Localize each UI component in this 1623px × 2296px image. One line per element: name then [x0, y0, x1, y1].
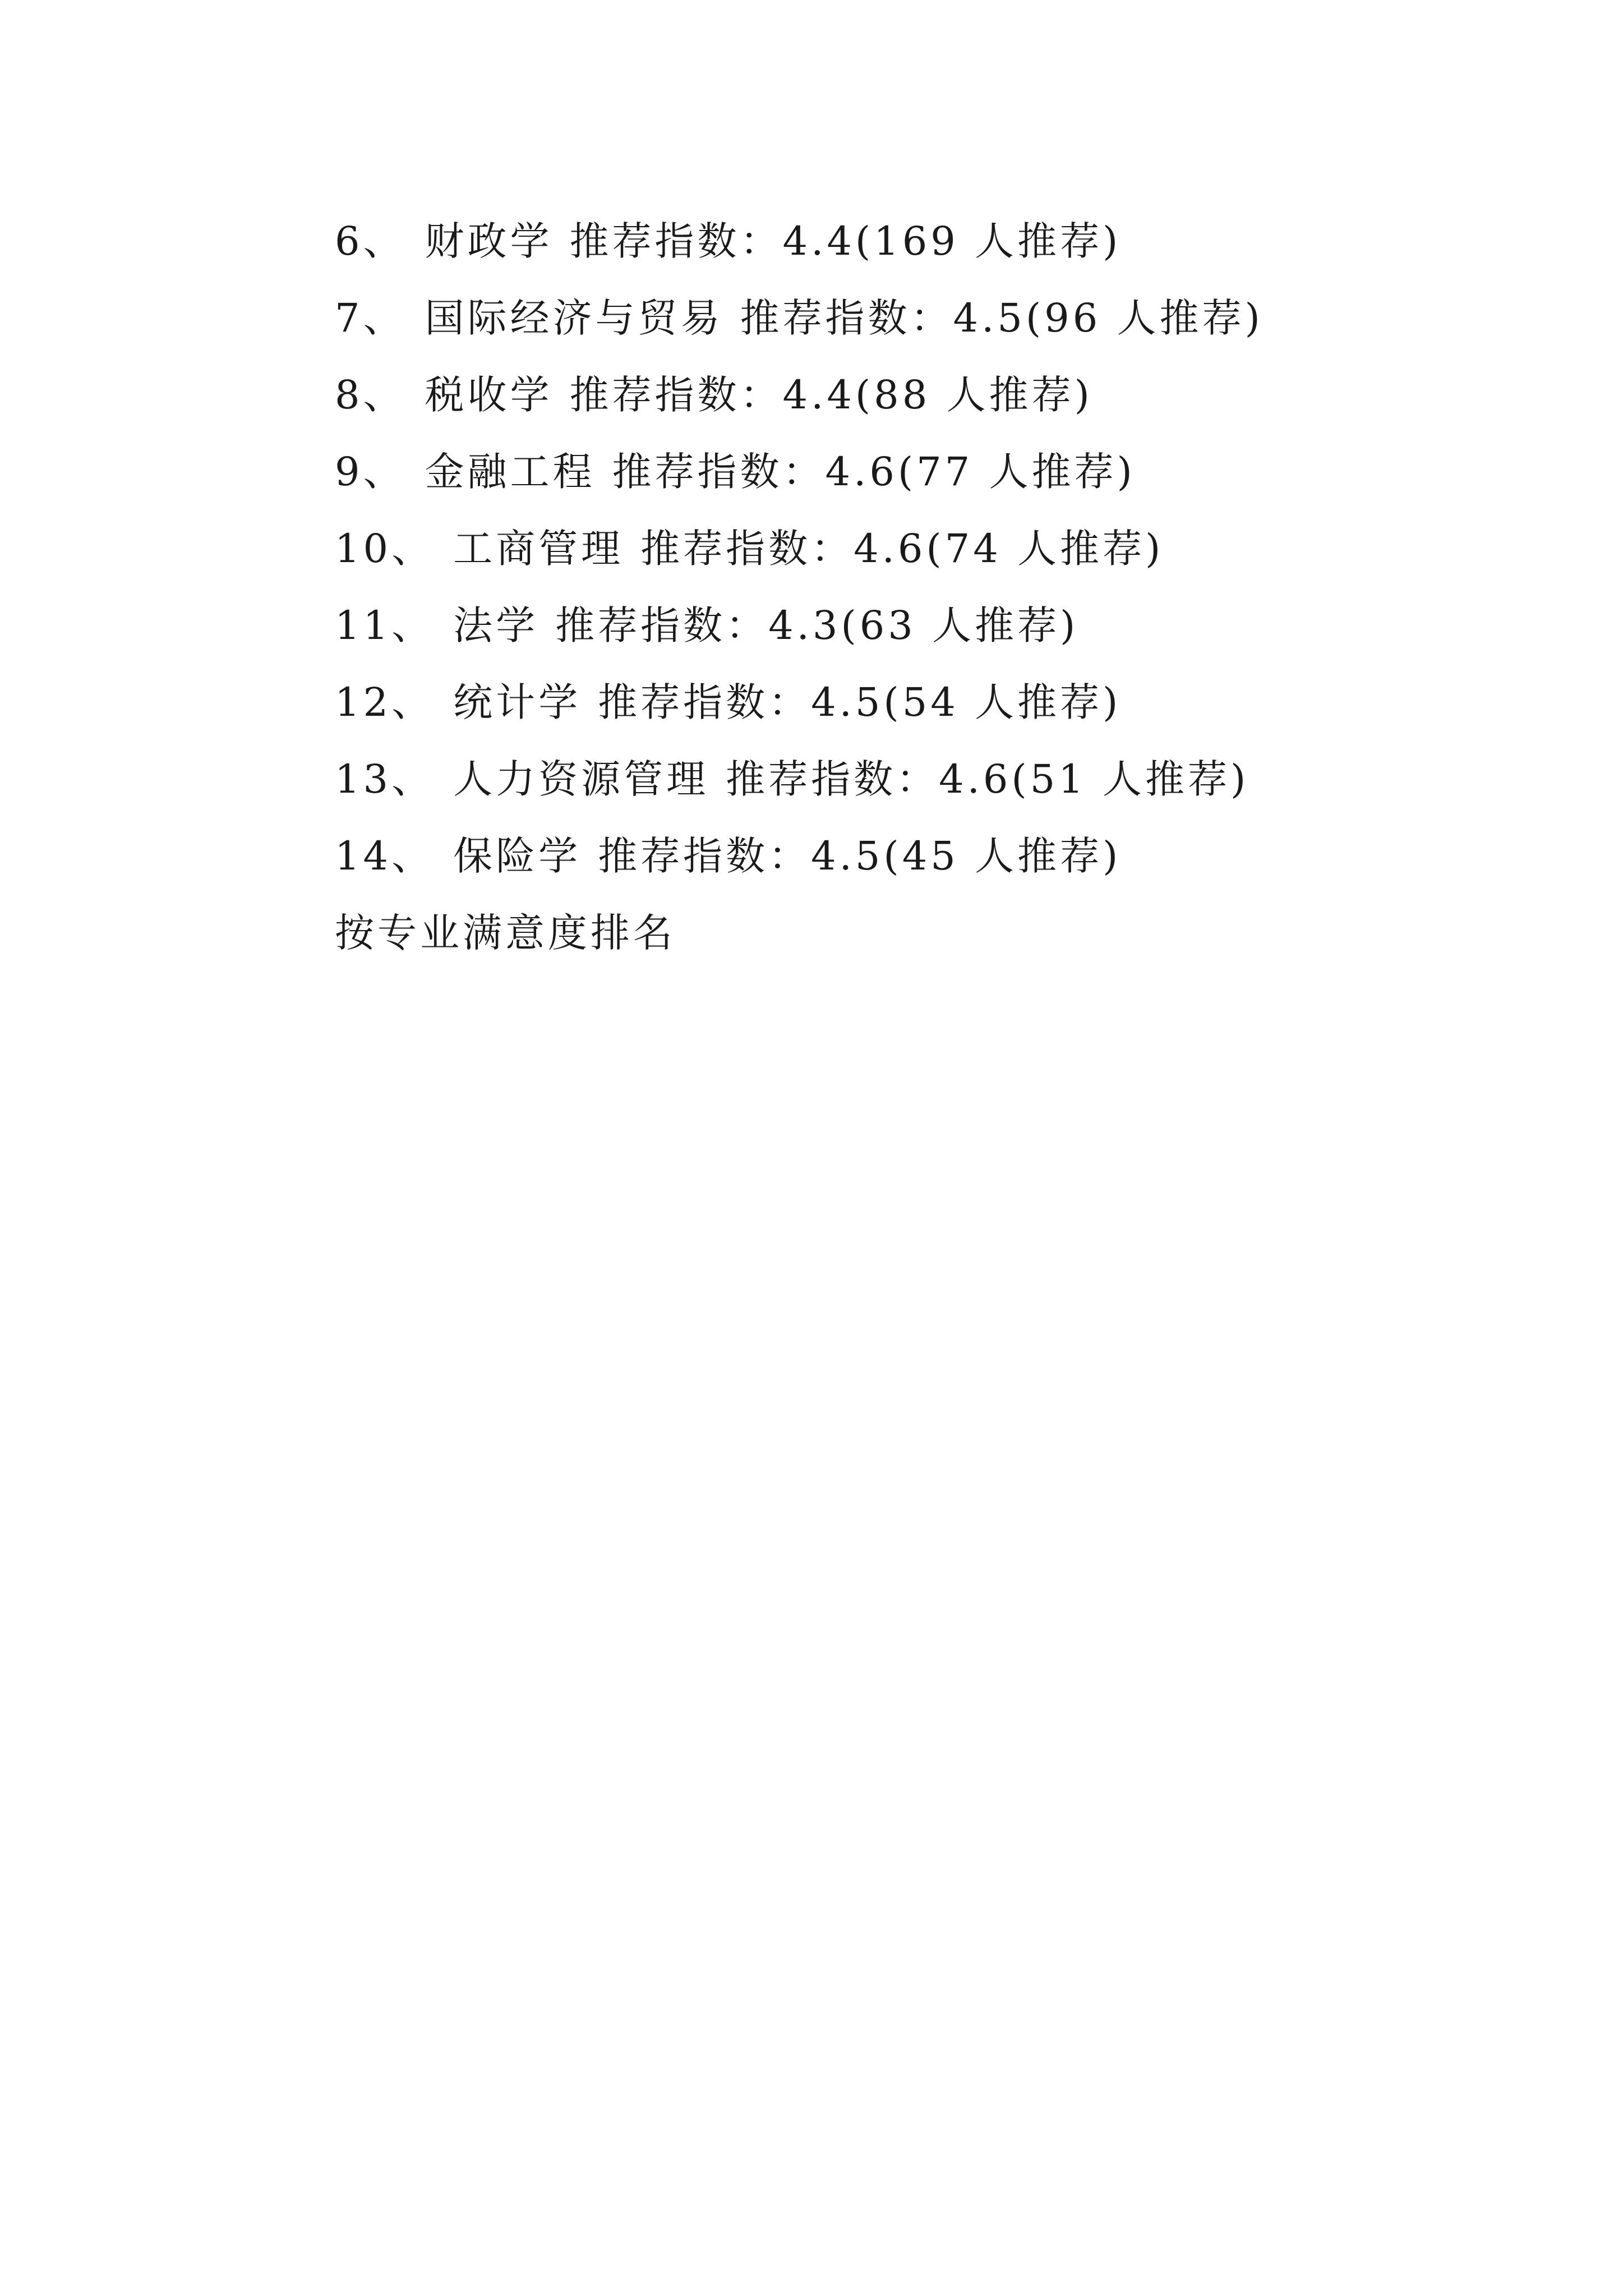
item-recommendation: 推荐指数：4.3(63 人推荐)	[555, 602, 1079, 648]
list-item	[335, 677, 1513, 754]
item-major: 财政学	[425, 218, 553, 264]
item-major: 人力资源管理	[453, 756, 709, 802]
item-number: 9、	[335, 449, 406, 495]
item-recommendation: 推荐指数：4.4(88 人推荐)	[569, 372, 1093, 418]
item-major: 税收学	[425, 372, 553, 418]
item-number: 10、	[335, 526, 435, 572]
item-number: 7、	[335, 295, 406, 341]
item-major: 保险学	[453, 833, 582, 879]
list-item	[335, 370, 1513, 447]
item-major: 法学	[453, 602, 539, 648]
list-item	[335, 523, 1513, 600]
item-number: 6、	[335, 218, 406, 264]
item-recommendation: 推荐指数：4.4(169 人推荐)	[569, 218, 1122, 264]
item-number: 13、	[335, 756, 435, 802]
item-recommendation: 推荐指数：4.5(96 人推荐)	[740, 295, 1264, 341]
ranking-list	[335, 216, 1513, 984]
item-number: 14、	[335, 833, 435, 879]
item-major: 国际经济与贸易	[425, 295, 723, 341]
list-item	[335, 600, 1513, 677]
item-number: 11、	[335, 602, 435, 648]
list-item	[335, 216, 1513, 293]
list-item	[335, 293, 1513, 370]
item-recommendation: 推荐指数：4.6(51 人推荐)	[726, 756, 1249, 802]
item-number: 12、	[335, 679, 435, 725]
item-major: 工商管理	[453, 526, 624, 572]
item-recommendation: 推荐指数：4.5(54 人推荐)	[598, 679, 1122, 725]
item-major: 金融工程	[425, 449, 596, 495]
list-item	[335, 754, 1513, 831]
item-recommendation: 推荐指数：4.6(74 人推荐)	[640, 526, 1164, 572]
item-major: 统计学	[453, 679, 582, 725]
list-item	[335, 831, 1513, 908]
item-recommendation: 推荐指数：4.6(77 人推荐)	[612, 449, 1136, 495]
item-recommendation: 推荐指数：4.5(45 人推荐)	[598, 833, 1122, 879]
item-number: 8、	[335, 372, 406, 418]
section-heading: 按专业满意度排名	[335, 910, 676, 956]
list-item	[335, 447, 1513, 523]
